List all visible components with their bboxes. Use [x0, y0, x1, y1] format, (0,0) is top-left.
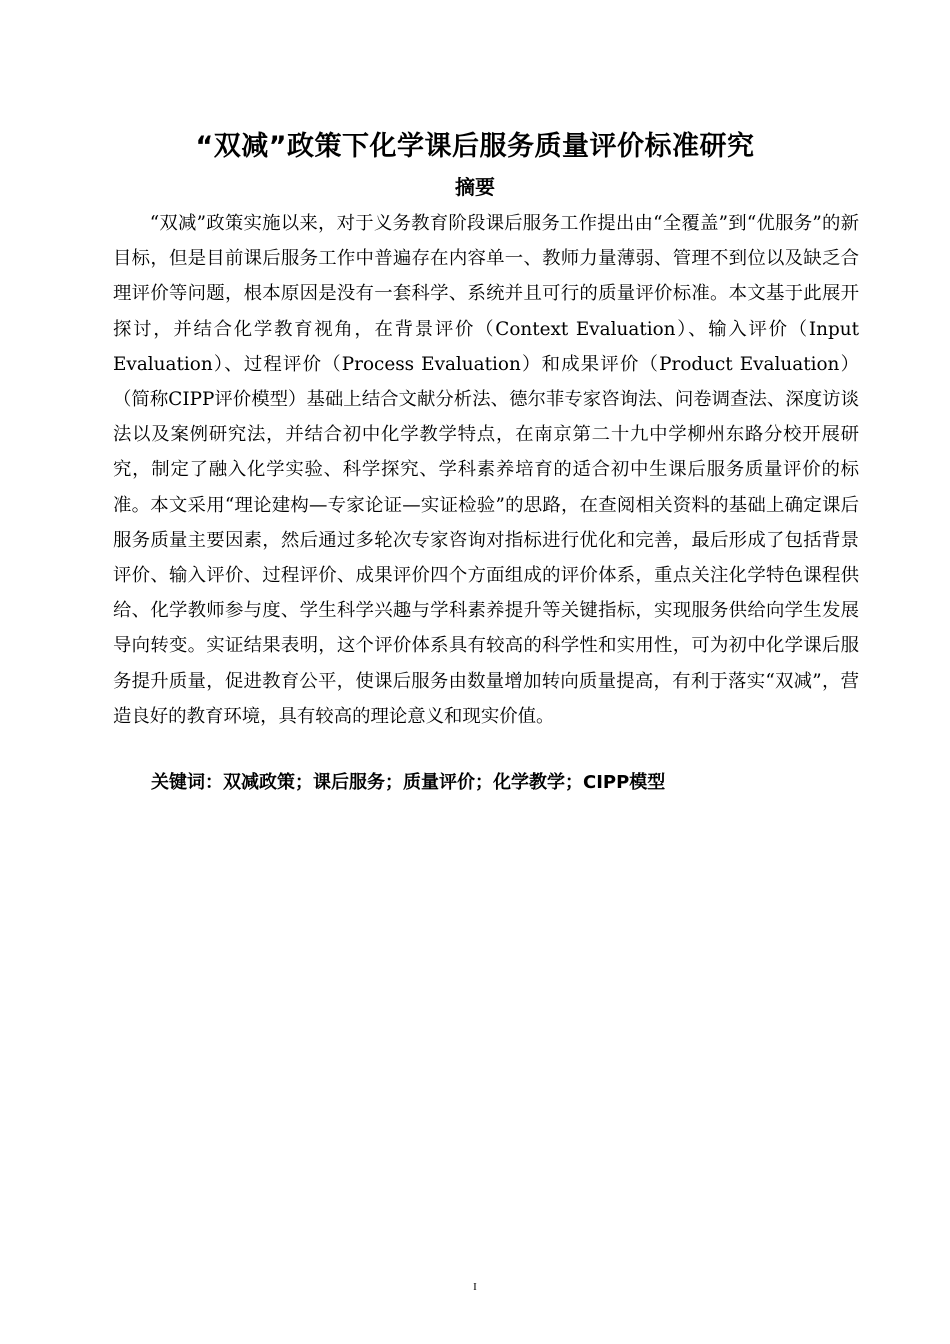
abstract-heading: 摘要	[455, 175, 495, 199]
page-number: I	[473, 1281, 477, 1293]
abstract-body: “双减”政策实施以来，对于义务教育阶段课后服务工作提出由“全覆盖”到“优服务”的新目标，但是目前课后服务工作中普遍存在内容单一、教师力量薄弱、管理不到位以及缺乏合理评价等问题，根本原因是没有一套科学、系统并且可行的质量评价标准。本文基于此展开探讨，并结合化学教育视角，在背景评价（Context Evaluation）、输入评价（Input Evaluation）、过程评价（Process Evaluation）和成果评价（Product Evaluation）（简称CIPP评价模型）基础上结合文献分析法、德尔菲专家咨询法、问卷调查法、深度访谈法以及案例研究法，并结合初中化学教学特点，在南京第二十九中学柳州东路分校开展研究，制定了融入化学实验、科学探究、学科素养培育的适合初中生课后服务质量评价的标准。本文采用“理论建构—专家论证—实证检验”的思路，在查阅相关资料的基础上确定课后服务质量主要因素，然后通过多轮次专家咨询对指标进行优化和完善，最后形成了包括背景评价、输入评价、过程评价、成果评价四个方面组成的评价体系，重点关注化学特色课程供给、化学教师参与度、学生科学兴趣与学科素养提升等关键指标，实现服务供给向学生发展导向转变。实证结果表明，这个评价体系具有较高的科学性和实用性，可为初中化学课后服务提升质量，促进教育公平，使课后服务由数量增加转向质量提高，有利于落实“双减”，营造良好的教育环境，具有较高的理论意义和现实价值。	[113, 213, 859, 727]
document-title: “双减”政策下化学课后服务质量评价标准研究	[195, 131, 755, 162]
keywords-line: 关键词：双减政策；课后服务；质量评价；化学教学；CIPP模型	[151, 772, 666, 793]
